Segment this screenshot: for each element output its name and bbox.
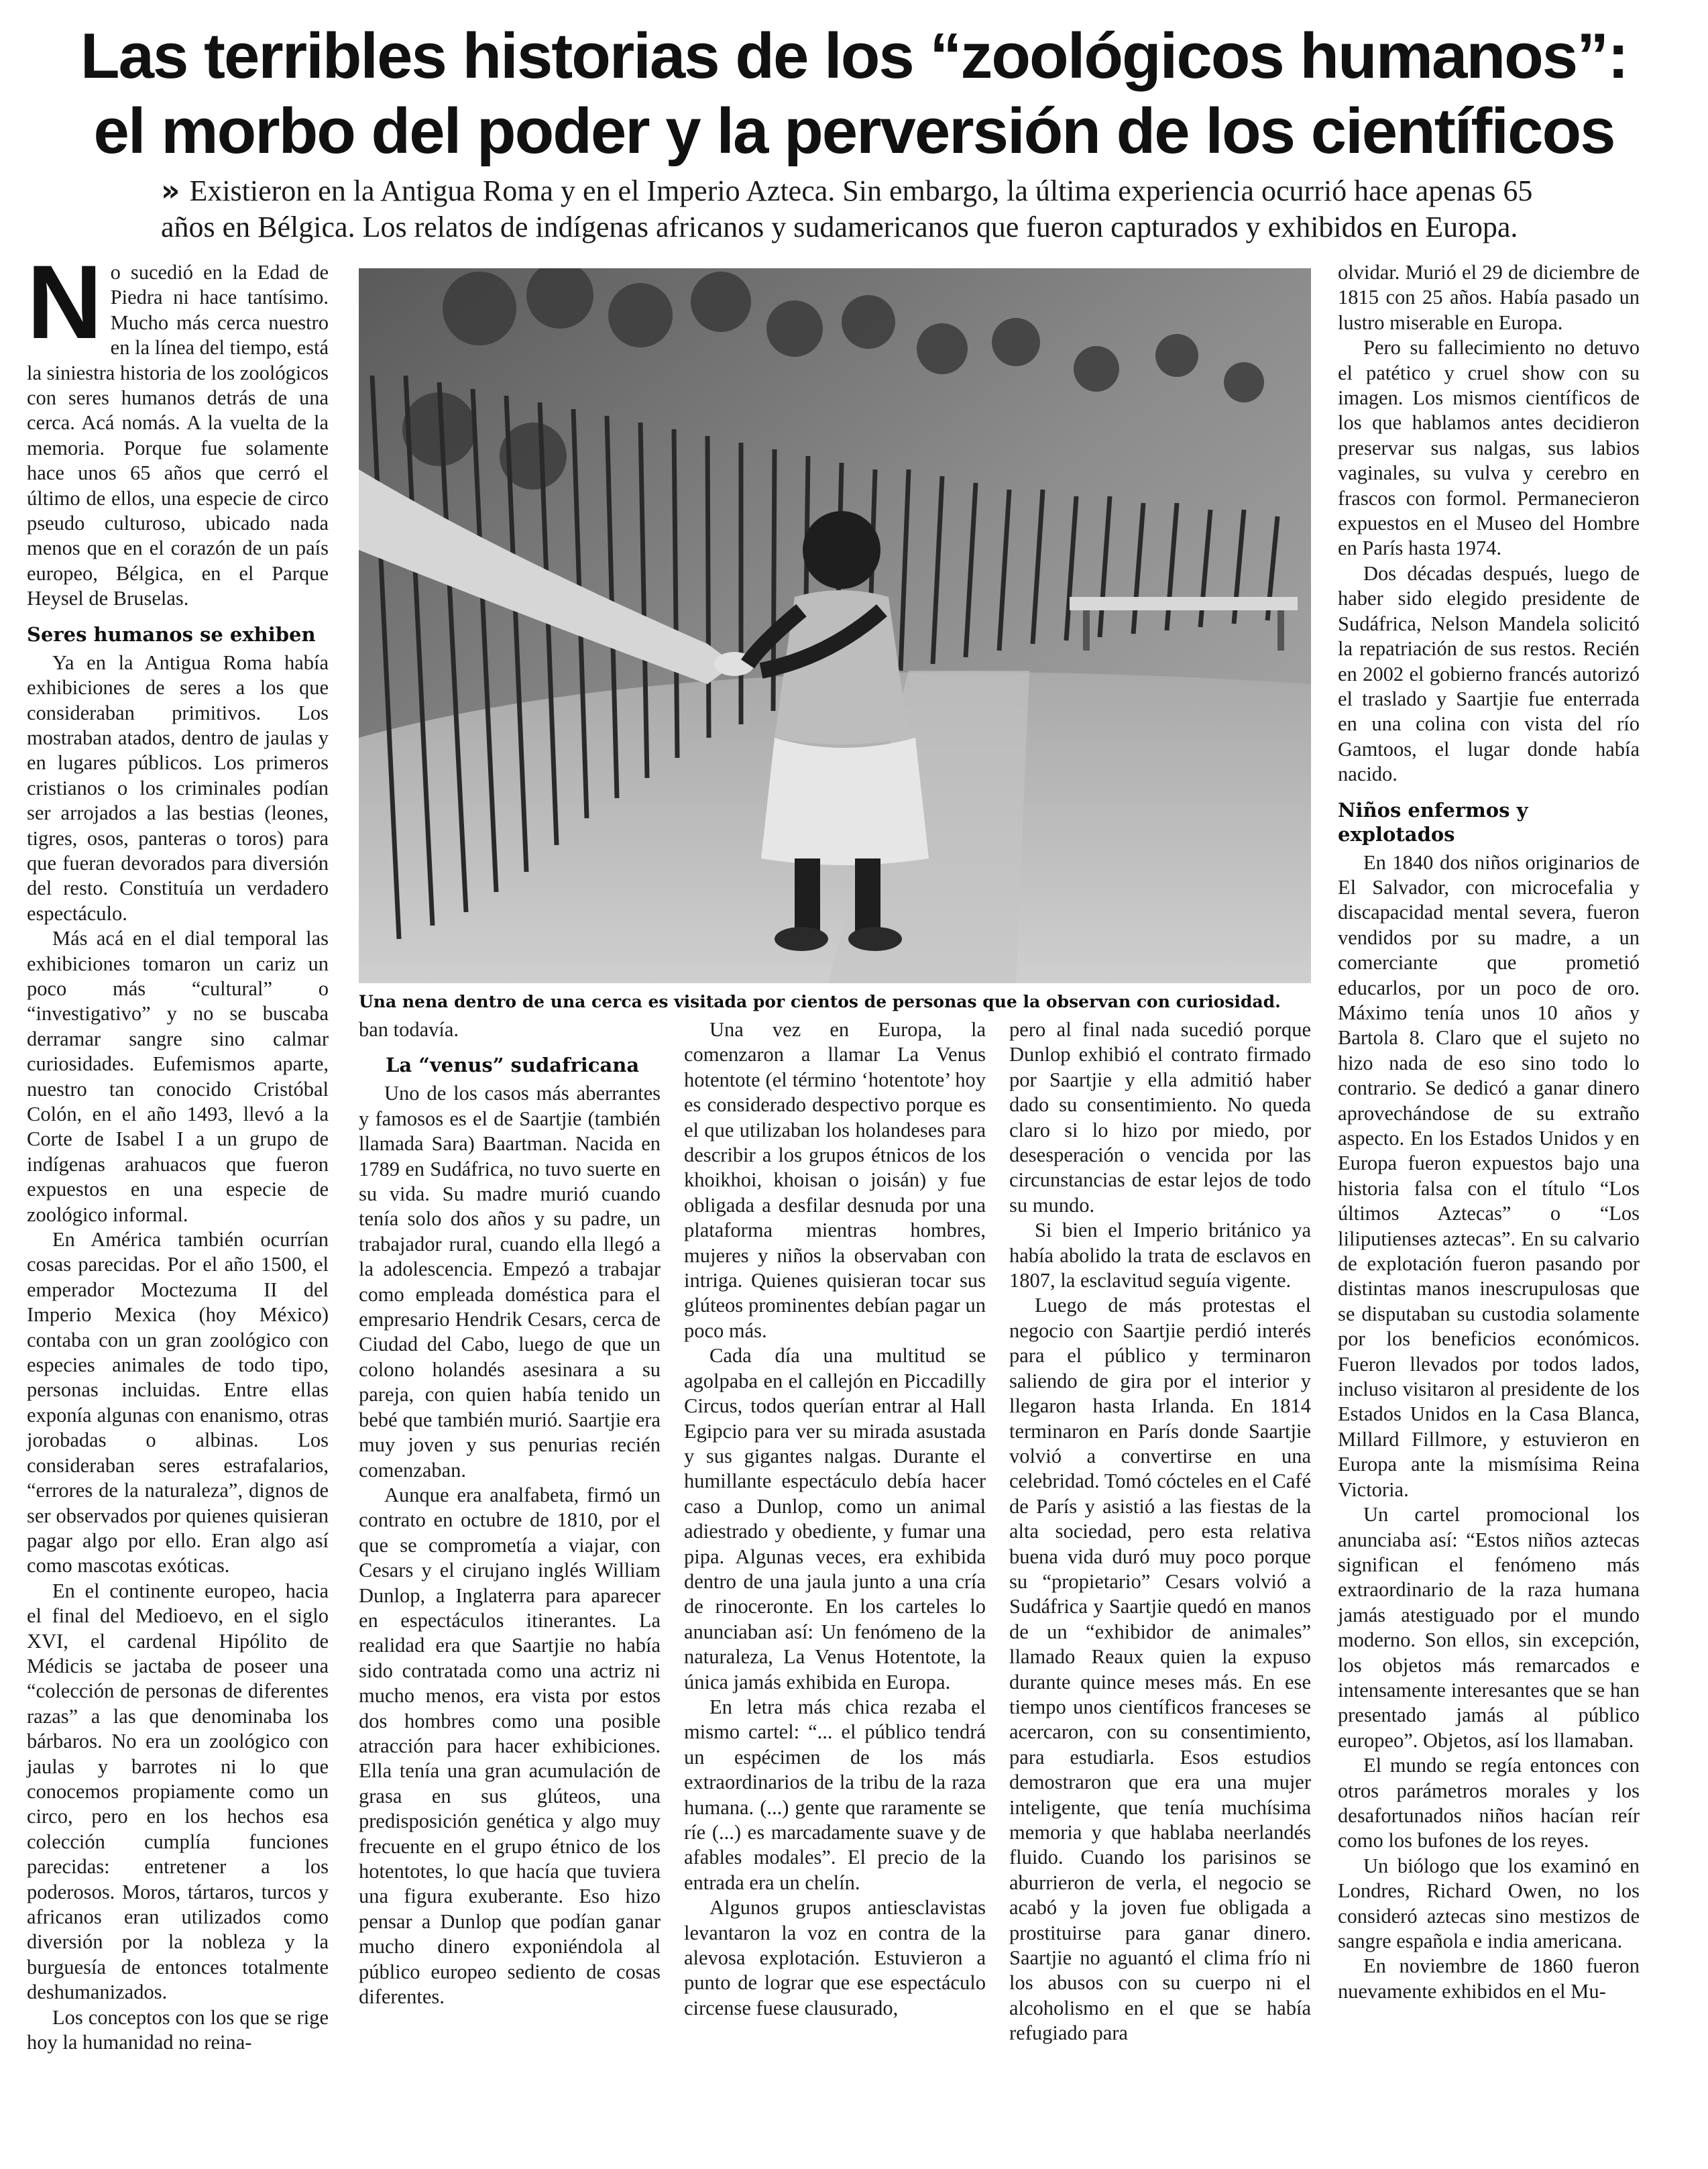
col4-paragraph-1: pero al final nada sucedió porque Dunlop exhibió el contrato firmado por Saartjie y ella admitió haber dado su consentimiento. No queda claro si lo hizo por miedo, por desesperación o vencida por las circunstancias de estar lejos de todo su mundo. bbox=[1009, 1018, 1311, 1217]
deck-marker: » bbox=[161, 174, 180, 208]
headline-line-2: el morbo del poder y la perversión de los científicos bbox=[93, 95, 1615, 167]
col2-paragraph-1: ban todavía. bbox=[359, 1018, 459, 1041]
col3-paragraph-3: En letra más chica rezaba el mismo cartel: “... el público tendrá un espécimen de los más extraordinarios de la tribu de la raza humana. (...) gente que raramente se ríe (...) es marcadamente suave y de afables modales”. El precio de la entrada era un chelín. bbox=[684, 1695, 986, 1894]
photo-illustration bbox=[359, 268, 1311, 983]
col1-paragraph-1 bbox=[27, 244, 329, 612]
news-photo bbox=[359, 268, 1311, 983]
col5-paragraph-7: Un biólogo que los examinó en Londres, Richard Owen, no los consideró aztecas sino mestizos de sangre española e india americana. bbox=[1338, 1854, 1640, 1952]
headline-line-1: Las terribles historias de los “zoológicos humanos”: bbox=[80, 20, 1628, 92]
col1-paragraph-6: Los conceptos con los que se rige hoy la humanidad no reina- bbox=[27, 2005, 329, 2054]
subhead-seres-humanos: Seres humanos se exhiben bbox=[27, 622, 316, 646]
col1-paragraph-3: Más acá en el dial temporal las exhibiciones tomaron un cariz un poco más “cultural” o “investigativo” y no se buscaba derramar sangre sino calmar curiosidades. Eufemismos aparte, nuestro tan conocido Cristóbal Colón, en el año 1493, llevó a la Corte de Isabel I a un grupo de indígenas arahuacos que fueron expuestos en una especie de zoológico informal. bbox=[27, 927, 329, 1226]
subhead-venus: La “venus” sudafricana bbox=[386, 1054, 640, 1077]
col1-paragraph-2: Ya en la Antigua Roma había exhibiciones de seres a los que consideraban primitivos. Los mostraban atados, dentro de jaulas y en lugares públicos. Los primeros cristianos o los criminales podían ser arrojados a las bestias (leones, tigres, osos, panteras o toros) para que fueran devorados para diversión del resto. Constituía un verdadero espectáculo. bbox=[27, 651, 329, 925]
col1-paragraph-5: En el continente europeo, hacia el final del Medioevo, en el siglo XVI, el cardenal Hipólito de Médicis se jactaba de poseer una “colección de personas de diferentes razas” a las que denominaba los bárbaros. No era un zoológico con jaulas y barrotes ni lo que conocemos propiamente como un circo, pero en los hechos esa colección cumplía funciones parecidas: entretener a los poderosos. Moros, tártaros, turcos y africanos eran utilizados como diversión por la nobleza y la burguesía de entonces totalmente deshumanizados. bbox=[27, 1579, 329, 2004]
col3-paragraph-1: Una vez en Europa, la comenzaron a llamar La Venus hotentote (el término ‘hotentote’ hoy es considerado despectivo porque es el que utilizaban los holandeses para describir a los grupos étnicos de los khoikhoi, khoisan o joisán) y fue obligada a desfilar desnuda por una plataforma mientras hombres, mujeres y niños la observaban con intriga. Quienes quisieran tocar sus glúteos prominentes debían pagar un poco más. bbox=[684, 1018, 986, 1342]
col4-paragraph-2: Si bien el Imperio británico ya había abolido la trata de esclavos en 1807, la esclavitud seguía vigente. bbox=[1009, 1219, 1311, 1292]
headline bbox=[0, 19, 1708, 169]
column-3 bbox=[684, 1017, 986, 2021]
col4-paragraph-3: Luego de más protestas el negocio con Saartjie perdió interés para el público y terminaron saliendo de gira por el interior y llegaron hasta Irlanda. En 1814 terminaron en París donde Saartjie volvió a convertirse en una celebridad. Tomó cócteles en el Café de París y asistió a las fiestas de la alta sociedad, pero esta relativa buena vida duró muy poco porque su “propietario” Cesars volvió a Sudáfrica y Saartjie quedó en manos de un “exhibidor de animales” llamado Reaux quien la expuso durante quince meses más. En ese tiempo unos científicos franceses se acercaron, con su consentimiento, para estudiarla. Esos estudios demostraron que era una mujer inteligente, que tenía muchísima memoria y que hablaba neerlandés fluido. Cuando los parisinos se aburrieron de verla, el negocio se acabó y la joven fue obligada a prostituirse para ganar dinero. Saartjie no aguantó el clima frío ni los abusos con su cuerpo ni el alcoholismo en el que se había refugiado para bbox=[1009, 1294, 1311, 2045]
column-1 bbox=[27, 244, 329, 2055]
col5-paragraph-8: En noviembre de 1860 fueron nuevamente exhibidos en el Mu- bbox=[1338, 1954, 1640, 2003]
column-4 bbox=[1009, 1017, 1311, 2046]
col3-paragraph-2: Cada día una multitud se agolpaba en el callejón en Piccadilly Circus, todos querían entrar al Hall Egipcio para ver su mirada asustada y sus gigantes nalgas. Durante el humillante espectáculo debía hacer caso a Dunlop, como un animal adiestrado y obediente, y fumar una pipa. Algunas veces, era exhibida dentro de una jaula junto a una cría de rinoceronte. En los carteles lo anunciaban así: Un fenómeno de la naturaleza, La Venus Hotentote, la única jamás exhibida en Europa. bbox=[684, 1344, 986, 1693]
col5-paragraph-6: El mundo se regía entonces con otros parámetros morales y los desafortunados niños hacían reír como los bufones de los reyes. bbox=[1338, 1754, 1640, 1852]
deck bbox=[161, 173, 1556, 245]
subhead-ninos: Niños enfermos y explotados bbox=[1338, 798, 1528, 846]
column-2 bbox=[359, 1017, 661, 2009]
col1-paragraph-1-text: o sucedió en la Edad de Piedra ni hace tantísimo. Mucho más cerca nuestro en la línea del tiempo, está la siniestra historia de los zoológicos con seres humanos detrás de una cerca. Acá nomás. A la vuelta de la memoria. Porque fue solamente hace unos 65 años que cerró el último de ellos, una especie de circo pseudo culturoso, ubicado nada menos que en el corazón de un país europeo, Bélgica, en el Parque Heysel de Bruselas. bbox=[27, 261, 329, 610]
col1-paragraph-4: En América también ocurrían cosas parecidas. Por el año 1500, el emperador Moctezuma II del Imperio Mexica (hoy México) contaba con un gran zoológico con especies animales de todo tipo, personas incluidas. Entre ellas exponía algunas con enanismo, otras jorobadas o albinas. Los consideraban seres estrafalarios, “errores de la naturaleza”, dignos de ser observados por quienes quisieran pagar algo por ello. Eran algo así como mascotas exóticas. bbox=[27, 1228, 329, 1577]
col2-paragraph-3: Aunque era analfabeta, firmó un contrato en octubre de 1810, por el que se comprometía a viajar, con Cesars y el cirujano inglés William Dunlop, a Inglaterra para aparecer en espectáculos itinerantes. La realidad era que Saartjie no había sido contratada como una actriz ni mucho menos, era vista por estos dos hombres como una posible atracción para hacer exhibiciones. Ella tenía una gran acumulación de grasa en sus glúteos, una predisposición genética y algo muy frecuente en el grupo étnico de los hotentotes, lo que hacía que tuviera una figura exuberante. Eso hizo pensar a Dunlop que podían ganar mucho dinero exponiéndola al público europeo sediento de cosas diferentes. bbox=[359, 1483, 661, 2009]
col2-paragraph-2: Uno de los casos más aberrantes y famosos es el de Saartjie (también llamada Sara) Baartman. Nacida en 1789 en Sudáfrica, no tuvo suerte en su vida. Su madre murió cuando tenía solo dos años y su padre, un trabajador rural, cuando ella llegó a la adolescencia. Empezó a trabajar como empleada doméstica para el empresario Hendrik Cesars, cerca de Ciudad del Cabo, luego de que un colono holandés asesinara a su pareja, con quien había tenido un bebé que también murió. Saartjie era muy joven y sus penurias recién comenzaban. bbox=[359, 1082, 661, 1482]
col5-paragraph-4: En 1840 dos niños originarios de El Salvador, con microcefalia y discapacidad mental severa, fueron vendidos por su madre, a un comerciante que prometió educarlos, por un poco de oro. Máximo tenía unos 10 años y Bartola 8. Claro que el sujeto no hizo nada de eso sino todo lo contrario. Se dedicó a ganar dinero aprovechándose de su extraño aspecto. En los Estados Unidos y en Europa fueron expuestos bajo una historia falsa con el título “Los últimos Aztecas” o “Los liliputienses aztecas”. En su calvario de explotación fueron pasando por distintas manos inescrupulosas que se disputaban su custodia solamente por los beneficios económicos. Fueron llevados por todos lados, incluso visitaron al presidente de los Estados Unidos en la Casa Blanca, Millard Fillmore, y estuvieron en Europa ante la mismísima Reina Victoria. bbox=[1338, 850, 1640, 1501]
col5-paragraph-5: Un cartel promocional los anunciaba así: “Estos niños aztecas significan el fenómeno más extraordinario de la raza humana jamás atestiguado por el mundo moderno. Son ellos, sin excepción, los objetos más remarcados e intensamente interesantes que se han presentado jamás al público europeo”. Objetos, así los llamaban. bbox=[1338, 1503, 1640, 1752]
col5-paragraph-2: Pero su fallecimiento no detuvo el patético y cruel show con su imagen. Los mismos científicos de los que hablamos antes decidieron preservar sus nalgas, sus labios vaginales, su vulva y cerebro en frascos con formol. Permanecieron expuestos en el Museo del Hombre en París hasta 1974. bbox=[1338, 336, 1640, 560]
deck-text: Existieron en la Antigua Roma y en el Imperio Azteca. Sin embargo, la última experiencia ocurrió hace apenas 65 años en Bélgica. Los relatos de indígenas africanos y sudamericanos que fueron capturados y exhibidos en Europa. bbox=[161, 174, 1533, 243]
column-5 bbox=[1338, 260, 1640, 2004]
photo-caption: Una nena dentro de una cerca es visitada por cientos de personas que la observan con curiosidad. bbox=[359, 992, 1281, 1011]
drop-cap: N bbox=[27, 244, 103, 361]
col5-paragraph-3: Dos décadas después, luego de haber sido elegido presidente de Sudáfrica, Nelson Mandela solicitó la repatriación de sus restos. Recién en 2002 el gobierno francés autorizó el traslado y Saartjie fue enterrada en una colina con vista del río Gamtoos, el lugar donde había nacido. bbox=[1338, 561, 1640, 786]
col3-paragraph-4: Algunos grupos antiesclavistas levantaron la voz en contra de la alevosa explotación. Estuvieron a punto de lograr que ese espectáculo circense fuese clausurado, bbox=[684, 1896, 986, 2019]
col5-paragraph-1: olvidar. Murió el 29 de diciembre de 1815 con 25 años. Había pasado un lustro miserable en Europa. bbox=[1338, 261, 1640, 334]
